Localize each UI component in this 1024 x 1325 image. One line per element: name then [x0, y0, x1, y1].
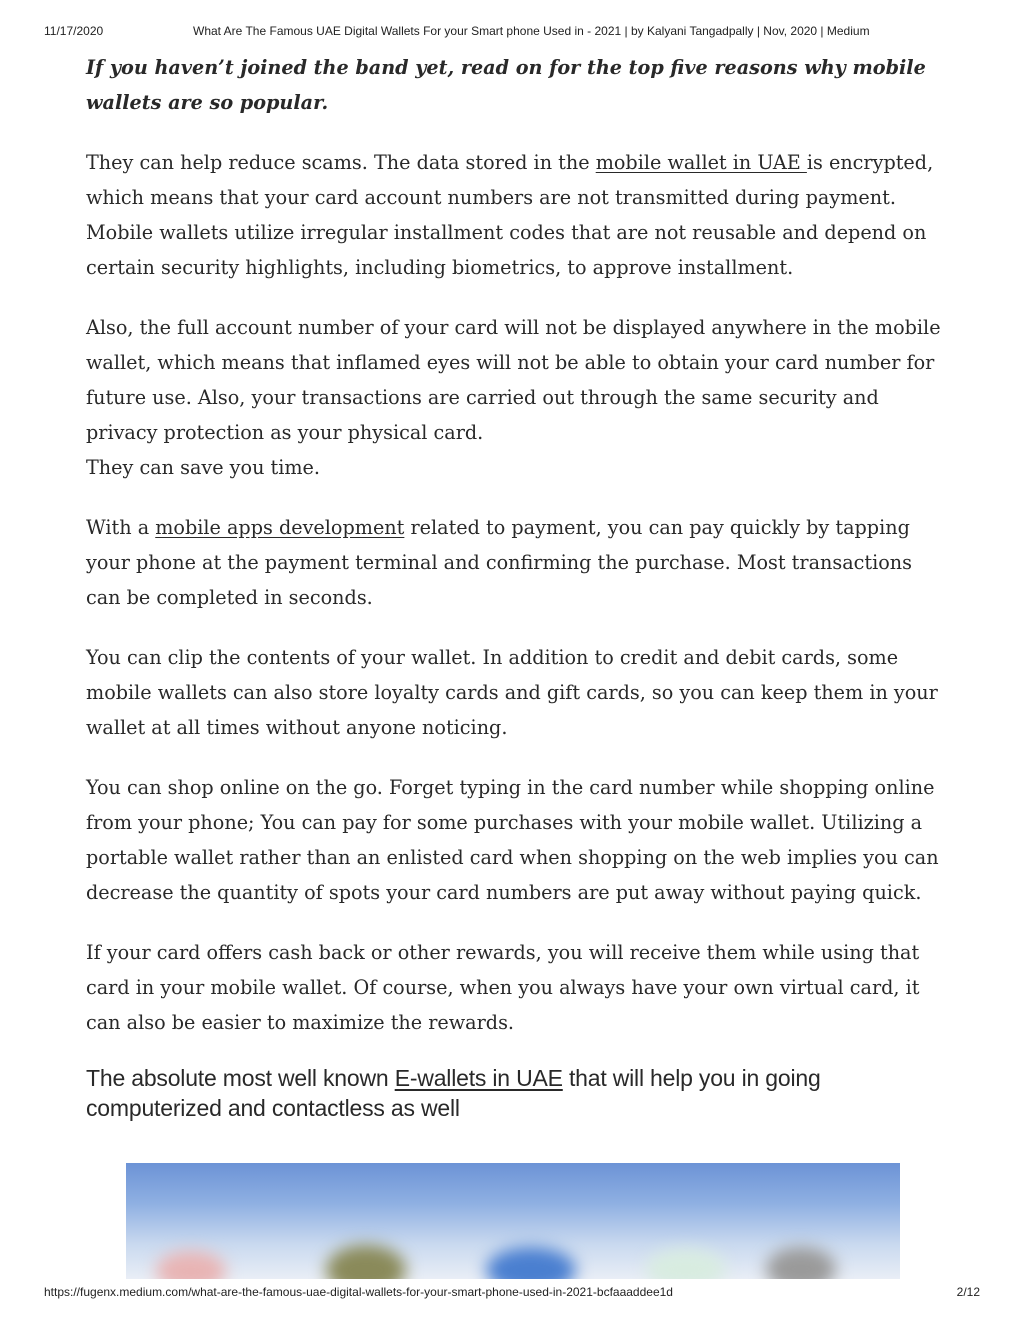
paragraph-text: With a [86, 516, 156, 539]
print-date: 11/17/2020 [44, 24, 104, 38]
print-document-title: What Are The Famous UAE Digital Wallets For your Smart phone Used in - 2021 | by Kalyani Tangadpally | Nov, 2020 | Medium [193, 24, 870, 38]
paragraph-text: They can help reduce scams. The data stored in the [86, 151, 596, 174]
paragraph-shop-online: You can shop online on the go. Forget typing in the card number while shopping online from your phone; You can pay for some purchases with your mobile wallet. Utilizing a portable wallet rather than an enlisted card when shopping on the web implies you can decrease the quantity of spots your card numbers are put away without paying quick. [86, 776, 939, 904]
paragraph-text: Also, the full account number of your card will not be displayed anywhere in the mobile wallet, which means that inflamed eyes will not be able to obtain your card number for future use. Also, your transactions are carried out through the same security and privacy protection as your physical card. [86, 316, 941, 444]
mobile-apps-development-link[interactable]: mobile apps development [155, 516, 405, 539]
paragraph-rewards: If your card offers cash back or other rewards, you will receive them while using that card in your mobile wallet. Of course, when you always have your own virtual card, it can also be easier to maximize the rewards. [86, 941, 920, 1034]
section-heading [86, 1063, 944, 1123]
heading-text: that will help you in going computerized and contactless as well [86, 1065, 821, 1121]
page-number: 2/12 [956, 1285, 980, 1299]
e-wallets-link[interactable]: E-wallets in UAE [394, 1065, 563, 1091]
print-header [44, 24, 948, 40]
paragraph-text: related to payment, you can pay quickly by tapping your phone at the payment terminal and confirming the purchase. Most transactions can be completed in seconds. [86, 516, 912, 609]
lead-paragraph: If you haven’t joined the band yet, read on for the top five reasons why mobile wallets are so popular. [86, 56, 926, 114]
print-footer [44, 1285, 980, 1301]
article-body [86, 50, 944, 1123]
save-time-line: They can save you time. [86, 456, 321, 479]
print-url: https://fugenx.medium.com/what-are-the-famous-uae-digital-wallets-for-your-smart-phone-used-in-2021-bcfaaaddee1d [44, 1285, 673, 1299]
heading-text: The absolute most well known [86, 1065, 395, 1091]
paragraph-account-number [86, 310, 944, 485]
mobile-wallet-link[interactable]: mobile wallet in UAE [595, 151, 807, 174]
paragraph-clip-wallet: You can clip the contents of your wallet. In addition to credit and debit cards, some mobile wallets can also store loyalty cards and gift cards, so you can keep them in your wallet at all times without anyone noticing. [86, 646, 938, 739]
paragraph-text: is encrypted, which means that your card account numbers are not transmitted during payment. Mobile wallets utilize irregular installment codes that are not reusable and depend on certain security highlights, including biometrics, to approve installment. [86, 151, 934, 279]
article-image [126, 1163, 900, 1279]
paragraph-apps [86, 510, 944, 615]
paragraph-scams [86, 145, 944, 285]
